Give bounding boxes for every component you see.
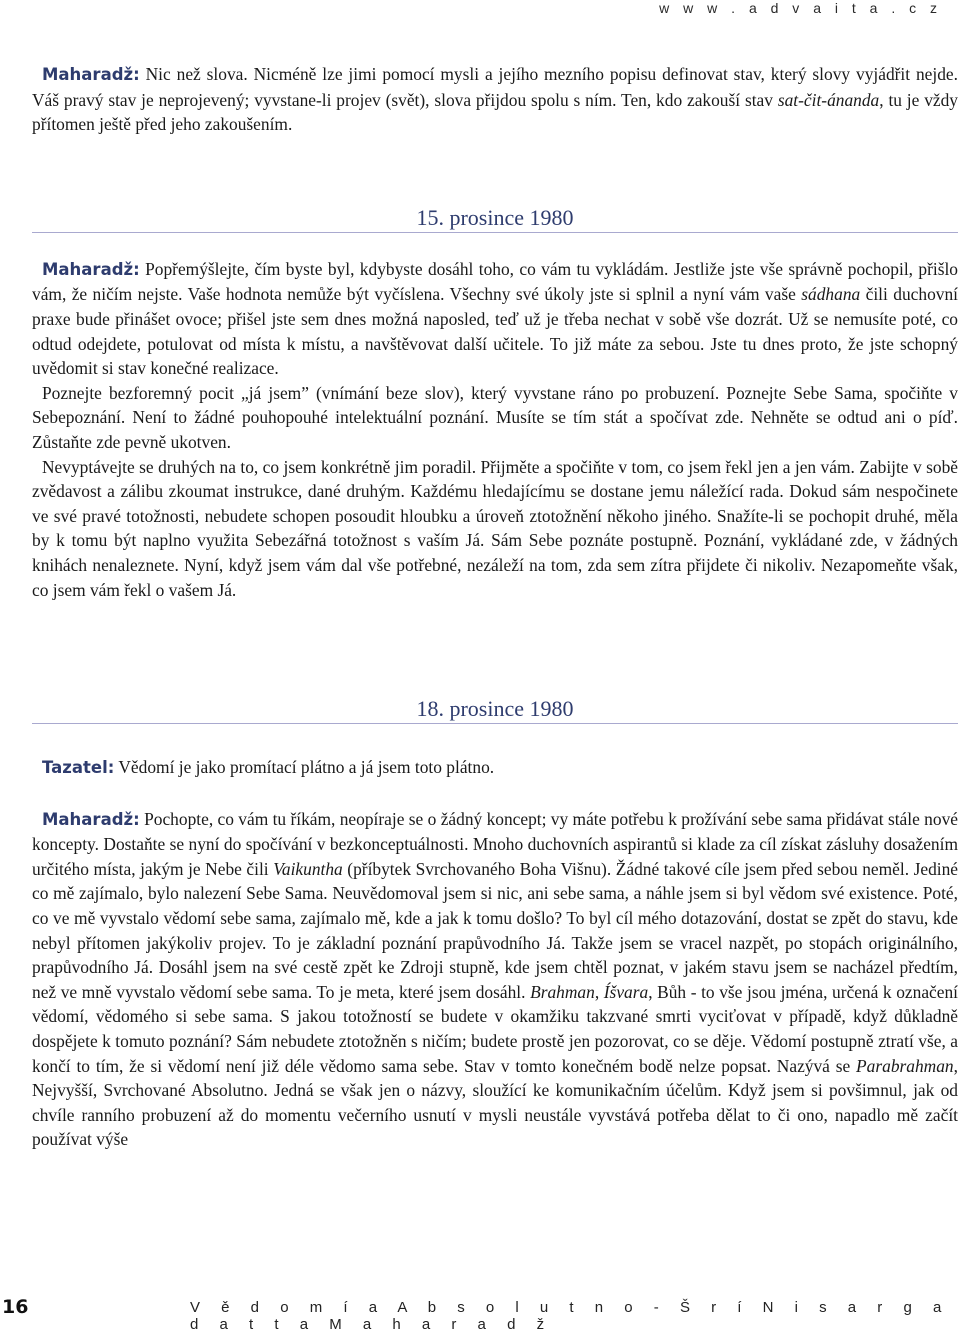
text-run: , (594, 981, 604, 1002)
dialogue-paragraph (32, 257, 958, 381)
text-run: , Nejvyšší, Svrchované Absolutno. Jedná se však jen o názvy, sloužící ke komunikačním účelům. Když jsem si povšimnul, jak od chvíle ranního probuzení až do momentu večerního usnutí v mysli neustále vyvstává potřeba dělat to či ono, napadlo mě začít používat výše (32, 1055, 958, 1150)
speaker-label: Tazatel: (42, 758, 115, 778)
italic-term: sat-čit-ánanda (777, 89, 880, 110)
text-run: (příbytek Svrchovaného Boha Višnu). Žádné takové cíle jsem před sebou neměl. Jediné co mě zajímalo, bylo nalezení Sebe Sama. Neuvědomoval jsem si nic, ani sebe sama, a náhle jsem si byl vědom své existence. Poté, co ve mě vyvstalo vědomí sebe sama, zajímalo mě, kde a jak k tomu došlo? To byl cíl mého dotazování, dostat se zpět do stavu, kde nebyl přítomen jakýkoliv projev. To je základní poznání prapůvodního Já. Takže jsem se vracel nazpět, po stopách originálního, prapůvodního Já. Dosáhl jsem na své cestě zpět ke Zdroji stupně, kde jsem chtěl poznat, v jakém stavu jsem se nacházel předtím, než ve mně vyvstalo vědomí sebe sama. To je meta, které jsem dosáhl. (32, 858, 959, 1002)
speaker-label: Maharadž: (42, 65, 140, 84)
text-run: Vědomí je jako promítací plátno a já jsem toto plátno. (114, 757, 495, 778)
text-run: Popřemýšlejte, čím byste byl, kdybyste dosáhl toho, co vám tu vykládám. Jestliže jste vše správně pochopil, přišlo vám, že ničím nejste. Vaše hodnota nemůže být vyčíslena. Všechny své úkoly jste si splnil a nyní vám vaše (32, 258, 958, 305)
section-date: 15. prosince 1980 (416, 204, 574, 230)
section-date-heading (32, 203, 958, 233)
section-rule (32, 723, 958, 724)
text-run: , tu je vždy přítomen ještě před jeho zakoušením. (32, 89, 959, 135)
italic-term: Parabrahman (856, 1055, 954, 1076)
italic-term: Brahman (530, 981, 595, 1002)
speaker-label: Maharadž: (42, 809, 140, 829)
italic-term: Vaikuntha (273, 858, 343, 879)
intro-paragraph (32, 62, 958, 137)
text-run: , Bůh - to vše jsou jména, určená k označení vědomí, vědomého si sebe sama. S jakou totožností se budete v okamžiku takzvané smrti vyciťovat v případě, když důkladně dospějete k tomuto poznání? Sám nebudete ztotožněn s ničím; budete prostě jen pozorovat, co se děje. Vědomí postupně ztratí vše, a končí to tím, že si vědomí není již déle vědomo sama sebe. Stav v tomto konečném bodě nelze popsat. Nazývá se (32, 981, 959, 1076)
text-run: Pochopte, co vám tu říkám, neopíraje se o žádný koncept; vy máte potřebu k prožívání sebe sama přidávat stále nové koncepty. Dostaňte se nyní do spočívání v bezkonceptuálnosti. Mnoho duchovních aspirantů si klade za cíl získat zásluhy dosažením určitého místa, jakým je Nebe čili (32, 808, 958, 879)
italic-term: Íšvara (603, 981, 649, 1002)
body-paragraph: Poznejte bezforemný pocit „já jsem” (vnímání beze slov), který vyvstane ráno po probuzení. Poznejte Sebe Sama, spočiňte v Sebepoznání. Není to žádné pouhopouhé intelektuální poznání. Musíte se tím stát a spočívat zde. Nehněte se odtud ani o píď. Zůstaňte zde pevně ukotven. (32, 382, 958, 452)
body-paragraph: Nevyptávejte se druhých na to, co jsem konkrétně jim poradil. Přijměte a spočiňte v tom, co jsem řekl jen a jen vám. Zabijte v sobě zvědavost a zálibu zkoumat instrukce, dané druhým. Každému hledajícímu se dostane jemu náležící rada. Dokud sám nespočinete ve své pravé totožnosti, nebudete schopen posoudit hloubku a úroveň ztotožnění někoho jiného. Snažíte-li se pochopit druhé, měla by k tomu být naplno využita Sebezářná totožnost s vaším Já. Sám Sebe poznáte postupně. Poznání, vykládané zde, v žádných knihách nenaleznete. Nyní, když jsem vám dal vše potřebné, nezáleží na tom, zda sem zítra přijdete či nikoliv. Nezapomeňte však, co jsem vám řekl o vašem Já. (32, 456, 958, 600)
text-run: Nic než slova. Nicméně lze jimi pomocí mysli a jejího mezního popisu definovat stav, který slovy vyjádřit nejde. Váš pravý stav je neprojevený; vyvstane-li projev (svět), slova přijdou spolu s ním. Ten, kdo zakouší stav (32, 64, 958, 110)
page-body (32, 62, 958, 1152)
section-date: 18. prosince 1980 (416, 696, 574, 722)
text-run: čili duchovní praxe bude přinášet ovoce; přišel jste sem dnes možná naposled, teď už je třeba nechat v sobě vše dozrát. Už se nemusíte poté, co odtud odejdete, potulovat od místa k místu, a navštěvovat další učitele. To již máte za sebou. Jste tu dnes proto, že jste schopný uvědomit si stav konečné realizace. (32, 284, 958, 379)
question-paragraph (32, 755, 958, 781)
italic-term: sádhana (801, 284, 861, 305)
book-title-footer: V ě d o m í a A b s o l u t n o - Š r í N i s a r g a d a t t a M a h a r a d ž (190, 1299, 950, 1333)
page-number: 16 (2, 1296, 29, 1318)
speaker-label: Maharadž: (42, 259, 140, 279)
answer-paragraph (32, 807, 958, 1152)
site-url-header: w w w . a d v a i t a . c z (659, 0, 942, 16)
section-rule (32, 232, 958, 233)
section-date-heading (32, 694, 958, 724)
